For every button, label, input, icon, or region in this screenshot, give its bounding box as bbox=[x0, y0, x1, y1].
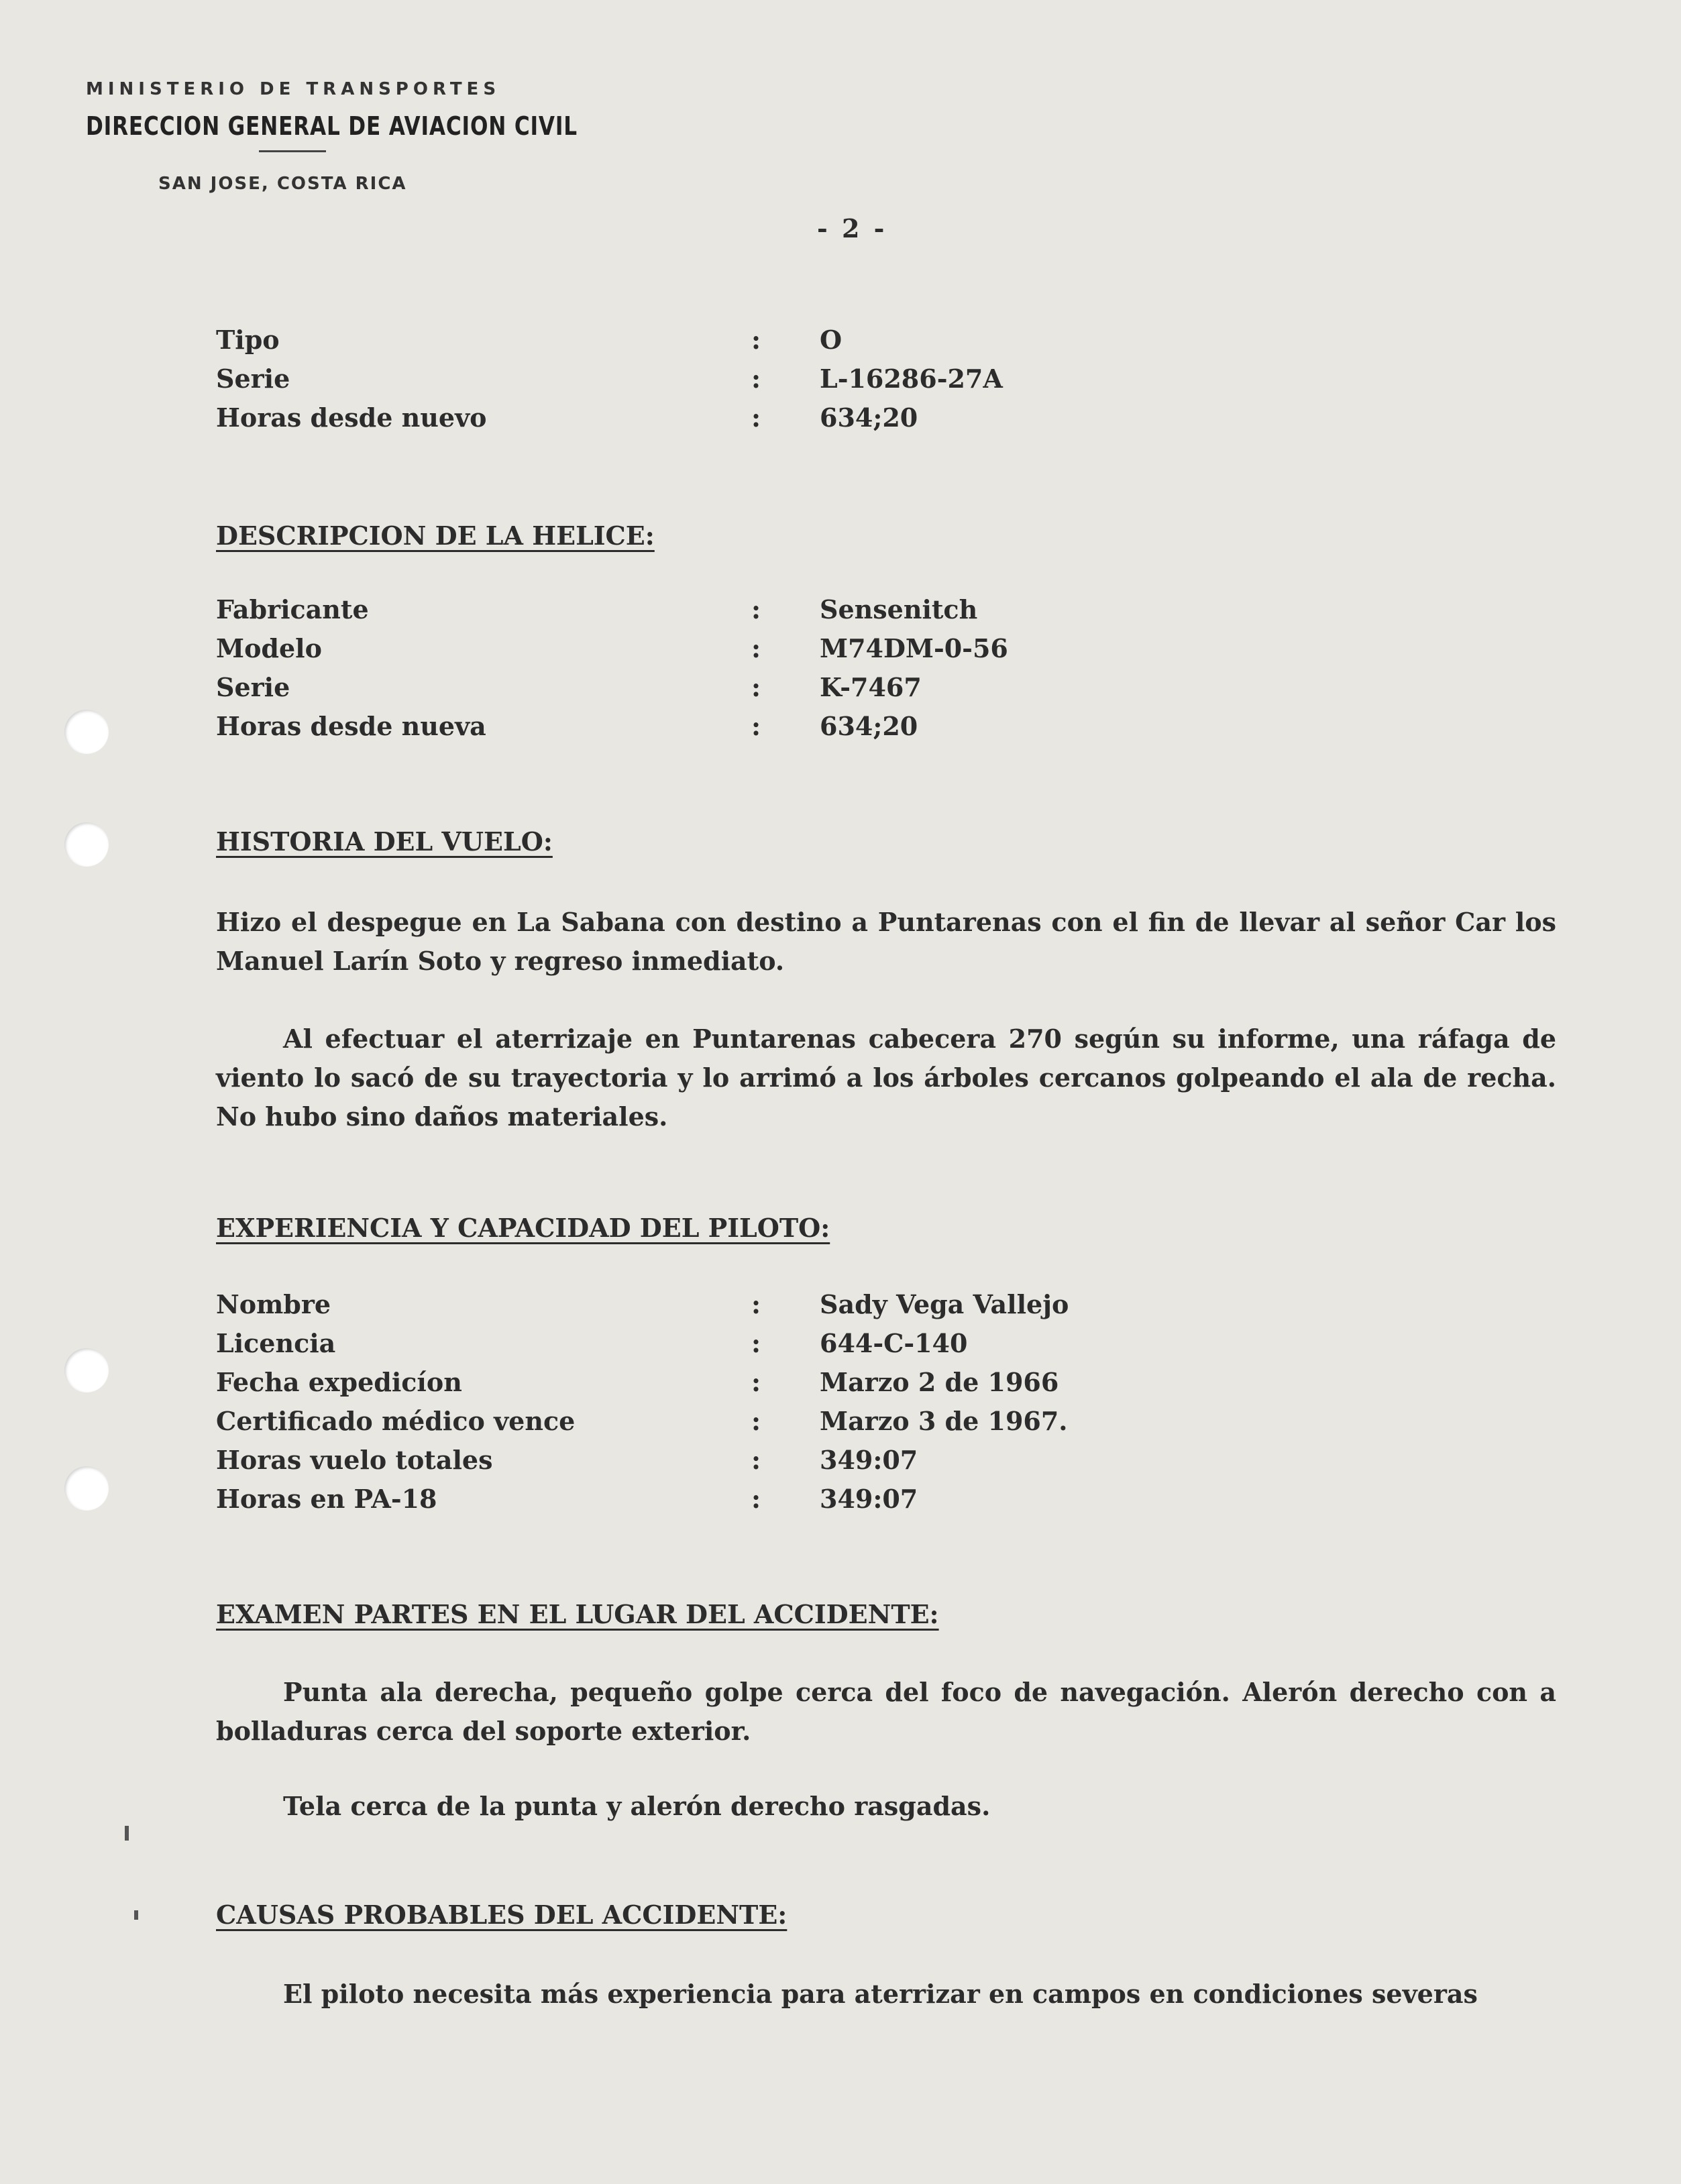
letterhead-rule bbox=[259, 150, 326, 152]
field-label: Horas desde nueva bbox=[216, 711, 486, 741]
section-heading-helice: DESCRIPCION DE LA HELICE: bbox=[216, 521, 655, 551]
margin-mark bbox=[134, 1910, 138, 1920]
field-colon: : bbox=[751, 711, 761, 741]
examen-paragraph-2: Tela cerca de la punta y alerón derecho rasgadas. bbox=[283, 1791, 991, 1821]
field-colon: : bbox=[751, 364, 761, 394]
binder-hole bbox=[64, 1466, 109, 1511]
section-heading-causas: CAUSAS PROBABLES DEL ACCIDENTE: bbox=[216, 1900, 788, 1930]
field-row bbox=[216, 1445, 1222, 1484]
field-colon: : bbox=[751, 1484, 761, 1514]
field-value: 349:07 bbox=[820, 1445, 918, 1475]
historia-paragraph-2: Al efectuar el aterrizaje en Puntarenas cabecera 270 según su informe, una ráfaga de viento lo sacó de su trayectoria y lo arrimó a los árboles cercanos golpeando el ala de recha. No hubo sino daños materiales. bbox=[216, 1024, 1556, 1132]
field-value: L-16286-27A bbox=[820, 364, 1003, 394]
field-row bbox=[216, 633, 1222, 672]
section-heading-examen: EXAMEN PARTES EN EL LUGAR DEL ACCIDENTE: bbox=[216, 1599, 939, 1629]
field-label: Certificado médico vence bbox=[216, 1406, 576, 1436]
field-row bbox=[216, 711, 1222, 750]
margin-mark bbox=[125, 1826, 129, 1841]
field-colon: : bbox=[751, 1328, 761, 1358]
field-value: 634;20 bbox=[820, 711, 918, 741]
field-label: Serie bbox=[216, 672, 290, 702]
causas-paragraph-1: El piloto necesita más experiencia para aterrizar en campos en condiciones severas bbox=[283, 1979, 1478, 2009]
field-value: 634;20 bbox=[820, 402, 918, 433]
field-row bbox=[216, 1367, 1222, 1406]
field-row bbox=[216, 1328, 1222, 1367]
field-row bbox=[216, 364, 1222, 402]
historia-paragraph-1: Hizo el despegue en La Sabana con destino a Puntarenas con el fin de llevar al señor Car los Manuel Larín Soto y regreso inmediato. bbox=[216, 907, 1556, 976]
field-colon: : bbox=[751, 1406, 761, 1436]
section-heading-historia: HISTORIA DEL VUELO: bbox=[216, 826, 553, 857]
field-colon: : bbox=[751, 1367, 761, 1397]
field-value: M74DM-0-56 bbox=[820, 633, 1008, 663]
binder-hole bbox=[64, 822, 109, 867]
field-colon: : bbox=[751, 402, 761, 433]
field-value: Sady Vega Vallejo bbox=[820, 1289, 1069, 1319]
field-label: Tipo bbox=[216, 325, 280, 355]
examen-paragraph-1: Punta ala derecha, pequeño golpe cerca del foco de navegación. Alerón derecho con a bolladuras cerca del soporte exterior. bbox=[216, 1677, 1556, 1746]
field-colon: : bbox=[751, 325, 761, 355]
motor-fields bbox=[216, 325, 1222, 441]
letterhead bbox=[86, 79, 686, 194]
field-label: Fabricante bbox=[216, 594, 369, 624]
field-label: Serie bbox=[216, 364, 290, 394]
field-colon: : bbox=[751, 672, 761, 702]
field-label: Horas en PA-18 bbox=[216, 1484, 437, 1514]
field-value: 349:07 bbox=[820, 1484, 918, 1514]
field-value: Sensenitch bbox=[820, 594, 978, 624]
field-value: K-7467 bbox=[820, 672, 922, 702]
field-value: 644-C-140 bbox=[820, 1328, 968, 1358]
field-row bbox=[216, 325, 1222, 364]
field-colon: : bbox=[751, 1289, 761, 1319]
field-row bbox=[216, 672, 1222, 711]
field-row bbox=[216, 402, 1222, 441]
field-label: Fecha expedicíon bbox=[216, 1367, 462, 1397]
field-row bbox=[216, 594, 1222, 633]
field-colon: : bbox=[751, 633, 761, 663]
binder-hole bbox=[64, 1348, 109, 1393]
field-row bbox=[216, 1406, 1222, 1445]
field-value: Marzo 2 de 1966 bbox=[820, 1367, 1059, 1397]
ministry-name: MINISTERIO DE TRANSPORTES bbox=[86, 79, 501, 99]
field-label: Nombre bbox=[216, 1289, 331, 1319]
field-label: Licencia bbox=[216, 1328, 336, 1358]
letterhead-city: SAN JOSE, COSTA RICA bbox=[158, 174, 407, 194]
field-row bbox=[216, 1484, 1222, 1523]
page-number: - 2 - bbox=[817, 213, 887, 243]
field-label: Horas vuelo totales bbox=[216, 1445, 493, 1475]
field-row bbox=[216, 1289, 1222, 1328]
helice-fields bbox=[216, 594, 1222, 750]
field-label: Horas desde nuevo bbox=[216, 402, 487, 433]
field-value: O bbox=[820, 325, 843, 355]
agency-name: DIRECCION GENERAL DE AVIACION CIVIL bbox=[86, 111, 578, 141]
field-colon: : bbox=[751, 594, 761, 624]
section-heading-piloto: EXPERIENCIA Y CAPACIDAD DEL PILOTO: bbox=[216, 1213, 830, 1243]
field-value: Marzo 3 de 1967. bbox=[820, 1406, 1068, 1436]
binder-hole bbox=[64, 710, 109, 754]
field-colon: : bbox=[751, 1445, 761, 1475]
field-label: Modelo bbox=[216, 633, 322, 663]
piloto-fields bbox=[216, 1289, 1222, 1523]
